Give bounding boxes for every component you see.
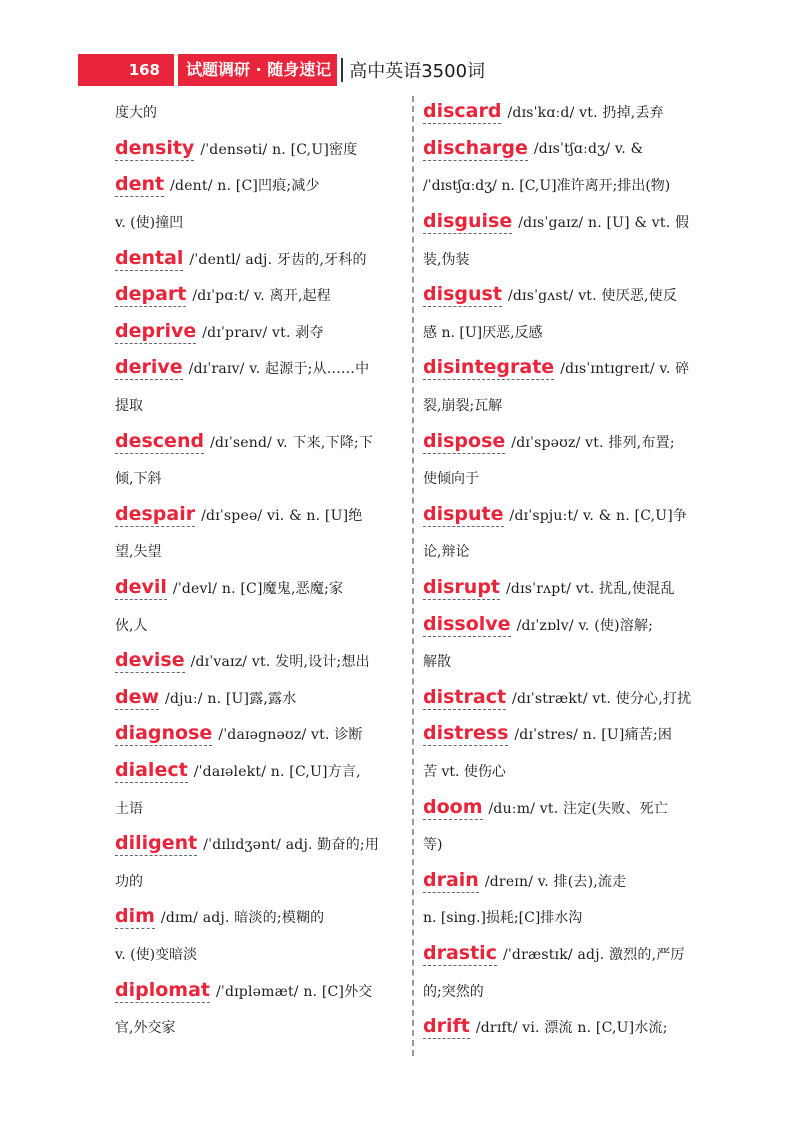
definition-continuation: 论,辩论: [423, 544, 470, 561]
entry-line: [115, 972, 409, 1009]
headword: dental: [115, 246, 184, 269]
right-column: [423, 94, 719, 1045]
pronunciation-definition: /dɪˈspjuːt/ v. & n. [C,U]争: [509, 507, 688, 524]
headword: dispose: [423, 429, 506, 452]
entry-line: [423, 716, 719, 753]
entry-line: [423, 131, 719, 168]
entry-continuation-line: [423, 240, 719, 277]
headword: dispute: [423, 502, 504, 525]
definition-continuation: 伙,人: [115, 617, 148, 634]
pronunciation-definition: /dɪsˈgʌst/ vt. 使厌恶,使反: [507, 288, 678, 305]
pronunciation-definition: /ˈdræstɪk/ adj. 激烈的,严厉: [502, 946, 685, 963]
definition-continuation: 度大的: [115, 105, 157, 122]
definition-continuation: v. (使)撞凹: [115, 215, 184, 232]
entry-line: [115, 899, 409, 936]
pronunciation-definition: /dɪˈvaɪz/ vt. 发明,设计;想出: [190, 654, 370, 671]
entry-continuation-line: [423, 460, 719, 497]
headword: diligent: [115, 832, 198, 855]
entry-continuation-line: [115, 94, 409, 131]
headword: descend: [115, 429, 205, 452]
entry-line: [115, 643, 409, 680]
entry-continuation-line: [115, 533, 409, 570]
entry-line: [115, 131, 409, 168]
headword: despair: [115, 502, 196, 525]
definition-continuation: 解散: [423, 654, 451, 671]
pronunciation-definition: /ˈdaɪəgnəʊz/ vt. 诊断: [218, 727, 363, 744]
headword: dialect: [115, 758, 188, 781]
pronunciation-definition: /dɪˈpraɪv/ vt. 剥夺: [202, 324, 324, 341]
entry-line: [115, 716, 409, 753]
book-title: 高中英语3500词: [349, 61, 486, 82]
definition-continuation: 官,外交家: [115, 1020, 176, 1037]
headword: doom: [423, 795, 483, 818]
entry-line: [423, 789, 719, 826]
pronunciation-definition: /dɪˈpɑːt/ v. 离开,起程: [192, 288, 332, 305]
entry-line: [423, 862, 719, 899]
headword: discard: [423, 100, 502, 123]
definition-continuation: 功的: [115, 873, 143, 890]
pronunciation-definition: /dreɪn/ v. 排(去),流走: [484, 873, 627, 890]
column-divider: [412, 96, 414, 1056]
headword: distract: [423, 685, 507, 708]
entry-line: [423, 94, 719, 131]
pronunciation-definition: /dɪˈspəʊz/ vt. 排列,布置;: [511, 434, 675, 451]
entry-continuation-line: [115, 789, 409, 826]
pronunciation-definition: /dɪsˈɪntɪgreɪt/ v. 碎: [560, 361, 690, 378]
pronunciation-definition: /duːm/ vt. 注定(失败、死亡: [488, 800, 669, 817]
definition-continuation: 望,失望: [115, 544, 162, 561]
entry-line: [115, 314, 409, 351]
entry-line: [423, 680, 719, 717]
entry-line: [423, 570, 719, 607]
headword: dissolve: [423, 612, 511, 635]
pronunciation-definition: /dɪsˈgaɪz/ n. [U] & vt. 假: [518, 215, 690, 232]
entry-continuation-line: [115, 387, 409, 424]
pronunciation-definition: /dɪˈstrækt/ vt. 使分心,打扰: [512, 690, 692, 707]
entry-continuation-line: [423, 314, 719, 351]
pronunciation-definition: /djuː/ n. [U]露,露水: [165, 690, 297, 707]
definition-continuation: 的;突然的: [423, 983, 484, 1000]
definition-continuation: 土语: [115, 800, 143, 817]
definition-continuation: /ˈdɪstʃɑːdʒ/ n. [C,U]准许离开;排出(物): [423, 178, 671, 195]
page-header: [78, 52, 485, 88]
page-number-badge: [78, 54, 174, 86]
entry-line: [115, 167, 409, 204]
pronunciation-definition: /dɪˈsend/ v. 下来,下降;下: [210, 434, 374, 451]
entry-line: [423, 497, 719, 534]
headword: disintegrate: [423, 356, 555, 379]
definition-continuation: 装,伪装: [423, 251, 470, 268]
pronunciation-definition: /drɪft/ vi. 漂流 n. [C,U]水流;: [475, 1020, 668, 1037]
headword: drift: [423, 1015, 470, 1038]
definition-continuation: 使倾向于: [423, 471, 479, 488]
definition-continuation: 倾,下斜: [115, 471, 162, 488]
entry-line: [423, 277, 719, 314]
entry-line: [115, 753, 409, 790]
entry-line: [423, 936, 719, 973]
entry-continuation-line: [423, 387, 719, 424]
entry-continuation-line: [115, 460, 409, 497]
headword: disrupt: [423, 576, 501, 599]
pronunciation-definition: /dɪˈstres/ n. [U]痛苦;困: [514, 727, 673, 744]
headword: depart: [115, 283, 187, 306]
entry-continuation-line: [423, 826, 719, 863]
pronunciation-definition: /dɪm/ adj. 暗淡的;模糊的: [160, 910, 325, 927]
entry-continuation-line: [423, 753, 719, 790]
entry-continuation-line: [423, 972, 719, 1009]
pronunciation-definition: /ˈdevl/ n. [C]魔鬼,恶魔;家: [172, 581, 344, 598]
entry-line: [115, 350, 409, 387]
definition-continuation: 提取: [115, 398, 143, 415]
headword: derive: [115, 356, 183, 379]
headword: drastic: [423, 941, 497, 964]
header-separator: [341, 58, 343, 82]
pronunciation-definition: /dɪˈspeə/ vi. & n. [U]绝: [201, 507, 363, 524]
entry-line: [115, 277, 409, 314]
pronunciation-definition: /ˈdensəti/ n. [C,U]密度: [200, 141, 358, 158]
entry-line: [423, 423, 719, 460]
headword: disguise: [423, 210, 513, 233]
entry-line: [115, 423, 409, 460]
entry-continuation-line: [423, 533, 719, 570]
headword: diplomat: [115, 978, 210, 1001]
entry-line: [115, 240, 409, 277]
entry-continuation-line: [115, 936, 409, 973]
definition-continuation: 等): [423, 837, 443, 854]
pronunciation-definition: /dɪˈraɪv/ v. 起源于;从……中: [188, 361, 370, 378]
headword: devise: [115, 649, 185, 672]
pronunciation-definition: /dɪsˈtʃɑːdʒ/ v. &: [533, 140, 644, 157]
headword: drain: [423, 868, 479, 891]
headword: dent: [115, 173, 165, 196]
entry-line: [115, 570, 409, 607]
entry-continuation-line: [115, 204, 409, 241]
headword: deprive: [115, 319, 197, 342]
entry-line: [423, 606, 719, 643]
definition-continuation: 苦 vt. 使伤心: [423, 763, 506, 780]
pronunciation-definition: /ˈdentl/ adj. 牙齿的,牙科的: [189, 251, 367, 268]
headword: dew: [115, 685, 160, 708]
pronunciation-definition: /ˈdɪlɪdʒənt/ adj. 勤奋的;用: [203, 837, 380, 854]
entry-line: [423, 350, 719, 387]
pronunciation-definition: /dɪˈzɒlv/ v. (使)溶解;: [516, 617, 654, 634]
entry-continuation-line: [423, 643, 719, 680]
entry-continuation-line: [115, 1009, 409, 1046]
headword: disgust: [423, 283, 502, 306]
pronunciation-definition: /dɪsˈrʌpt/ vt. 扰乱,使混乱: [506, 581, 675, 598]
headword: devil: [115, 576, 167, 599]
definition-continuation: 裂,崩裂;瓦解: [423, 398, 503, 415]
definition-continuation: v. (使)变暗淡: [115, 946, 198, 963]
page-number: 168: [128, 61, 160, 79]
headword: discharge: [423, 136, 528, 159]
entry-continuation-line: [423, 899, 719, 936]
definition-continuation: n. [sing.]损耗;[C]排水沟: [423, 910, 583, 927]
entry-continuation-line: [115, 606, 409, 643]
definition-continuation: 感 n. [U]厌恶,反感: [423, 324, 543, 341]
left-column: [115, 94, 409, 1045]
headword: distress: [423, 722, 509, 745]
pronunciation-definition: /ˈdaɪəlekt/ n. [C,U]方言,: [193, 763, 361, 780]
pronunciation-definition: /dent/ n. [C]凹痕;减少: [170, 178, 320, 195]
entry-line: [423, 204, 719, 241]
headword: dim: [115, 905, 155, 928]
entry-line: [115, 680, 409, 717]
pronunciation-definition: /dɪsˈkɑːd/ vt. 扔掉,丢弃: [507, 105, 664, 122]
headword: density: [115, 136, 195, 159]
entry-line: [115, 497, 409, 534]
series-title: 试题调研 · 随身速记: [178, 54, 337, 86]
entry-line: [115, 826, 409, 863]
entry-line: [423, 1009, 719, 1046]
pronunciation-definition: /ˈdɪpləmæt/ n. [C]外交: [215, 983, 373, 1000]
entry-continuation-line: [115, 862, 409, 899]
headword: diagnose: [115, 722, 213, 745]
entry-continuation-line: [423, 167, 719, 204]
